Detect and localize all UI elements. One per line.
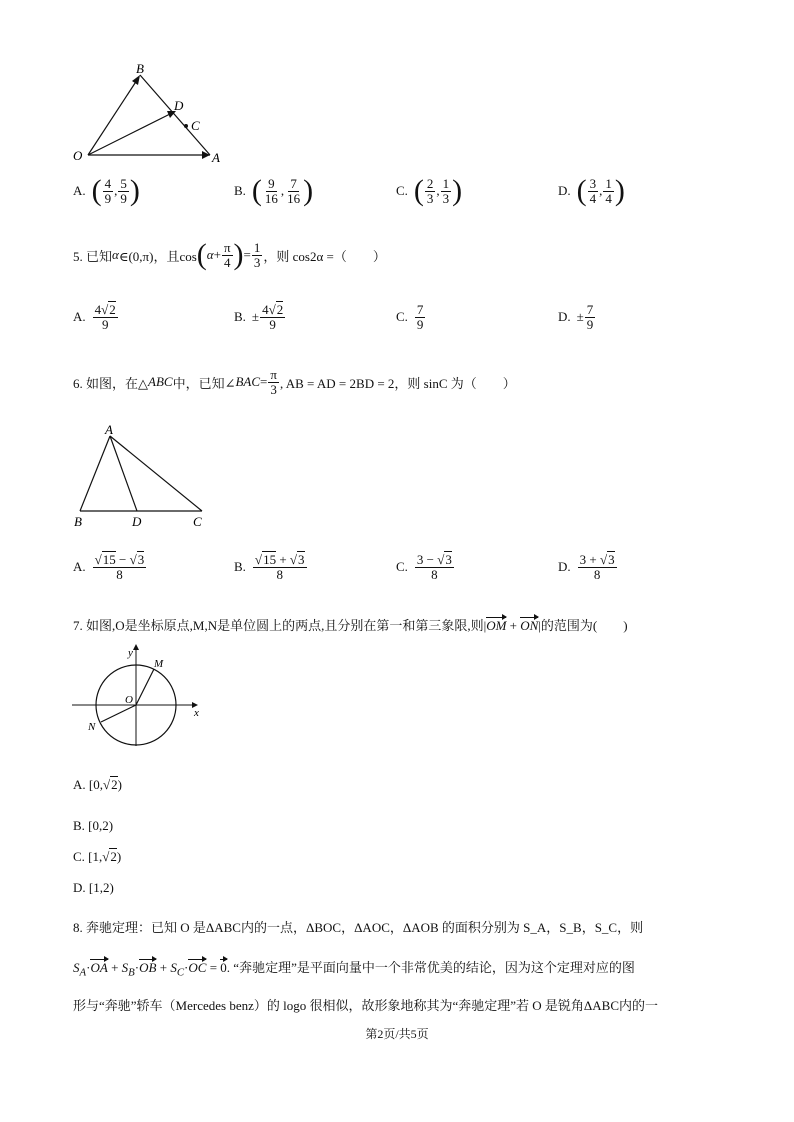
label-D: D xyxy=(174,98,184,113)
label-O: O xyxy=(73,148,83,163)
label-y: y xyxy=(128,647,133,659)
q7-option-d[interactable]: D. [1,2) xyxy=(73,880,114,895)
q4-option-b[interactable]: B. ( $\frac{9}{16}$ , $\frac{7}{16}$ ) xyxy=(234,174,314,207)
q5-option-a[interactable]: A. $\frac{4√2}{9}$ xyxy=(73,302,116,332)
label-A: A xyxy=(212,150,220,165)
label-C: C xyxy=(193,514,202,529)
q8-line-2: $S_A\cdot OA + S_B\cdot OB + S_C\cdot OC = 0$. “奔驰定理”是平面向量中一个非常优美的结论，因为这个定理对应的图 xyxy=(73,960,635,979)
label-B: B xyxy=(136,61,144,76)
q6-option-b[interactable]: B. $\frac{√15 + √3}{8}$ xyxy=(234,552,305,582)
q4-option-a[interactable]: A. ( $\frac{4}{9}$ , $\frac{5}{9}$ ) xyxy=(73,174,140,207)
q7-stem: 7. 如图,O是坐标原点,M,N是单位圆上的两点,且分别在第一和第三象限,则|OM + ON|的范围为( ) xyxy=(73,618,628,633)
q7-option-b[interactable]: B. [0,2) xyxy=(73,818,114,833)
label-x: x xyxy=(194,707,199,719)
q6-stem: 6. 如图，在△ ABC 中，已知∠ BAC = $\frac{\pi}{3}$ , AB = AD = 2BD = 2，则 sinC 为（ ） xyxy=(73,367,516,397)
q6-option-d[interactable]: D. $\frac{3 + √3}{8}$ xyxy=(558,552,615,582)
q8-line-1: 8. 奔驰定理：已知 O 是ΔABC内的一点，ΔBOC，ΔAOC，ΔAOB 的面积分别为 S_A，S_B，S_C，则 xyxy=(73,920,644,935)
q5-option-d[interactable]: D. ± $\frac{7}{9}$ xyxy=(558,302,594,332)
page-footer: 第2页/共5页 xyxy=(365,1027,429,1041)
q6-option-a[interactable]: A. $\frac{√15 - √3}{8}$ xyxy=(73,552,145,582)
q6-option-c[interactable]: C. $\frac{3 - √3}{8}$ xyxy=(396,552,452,582)
triangle-abc-figure xyxy=(70,420,220,530)
label-B: B xyxy=(74,514,82,529)
q7-option-a[interactable]: A. [0,√2) xyxy=(73,777,122,792)
label-O: O xyxy=(125,694,133,706)
q7-option-c[interactable]: C. [1,√2) xyxy=(73,849,122,864)
vector-triangle-figure xyxy=(60,58,230,168)
unit-circle-figure xyxy=(68,640,208,750)
q5-option-b[interactable]: B. ± $\frac{4√2}{9}$ xyxy=(234,302,284,332)
q4-option-d[interactable]: D. ( $\frac{3}{4}$ , $\frac{1}{4}$ ) xyxy=(558,174,625,207)
q4-option-c[interactable]: C. ( $\frac{2}{3}$ , $\frac{1}{3}$ ) xyxy=(396,174,463,207)
q8-line-3: 形与“奔驰”轿车（Mercedes benz）的 logo 很相似，故形象地称其为“奔驰定理”若 O 是锐角ΔABC内的一 xyxy=(73,998,658,1013)
label-N: N xyxy=(88,721,96,733)
label-D: D xyxy=(132,514,142,529)
q5-stem: 5. 已知 α ∈(0,π)，且cos ( α + $\frac{\pi}{4}$ ) = $\frac{1}{3}$ ，则 cos2α =（ ） xyxy=(73,238,386,271)
label-M: M xyxy=(154,658,164,670)
label-C: C xyxy=(191,118,200,133)
label-A: A xyxy=(105,422,113,437)
q5-option-c[interactable]: C. $\frac{7}{9}$ xyxy=(396,302,424,332)
